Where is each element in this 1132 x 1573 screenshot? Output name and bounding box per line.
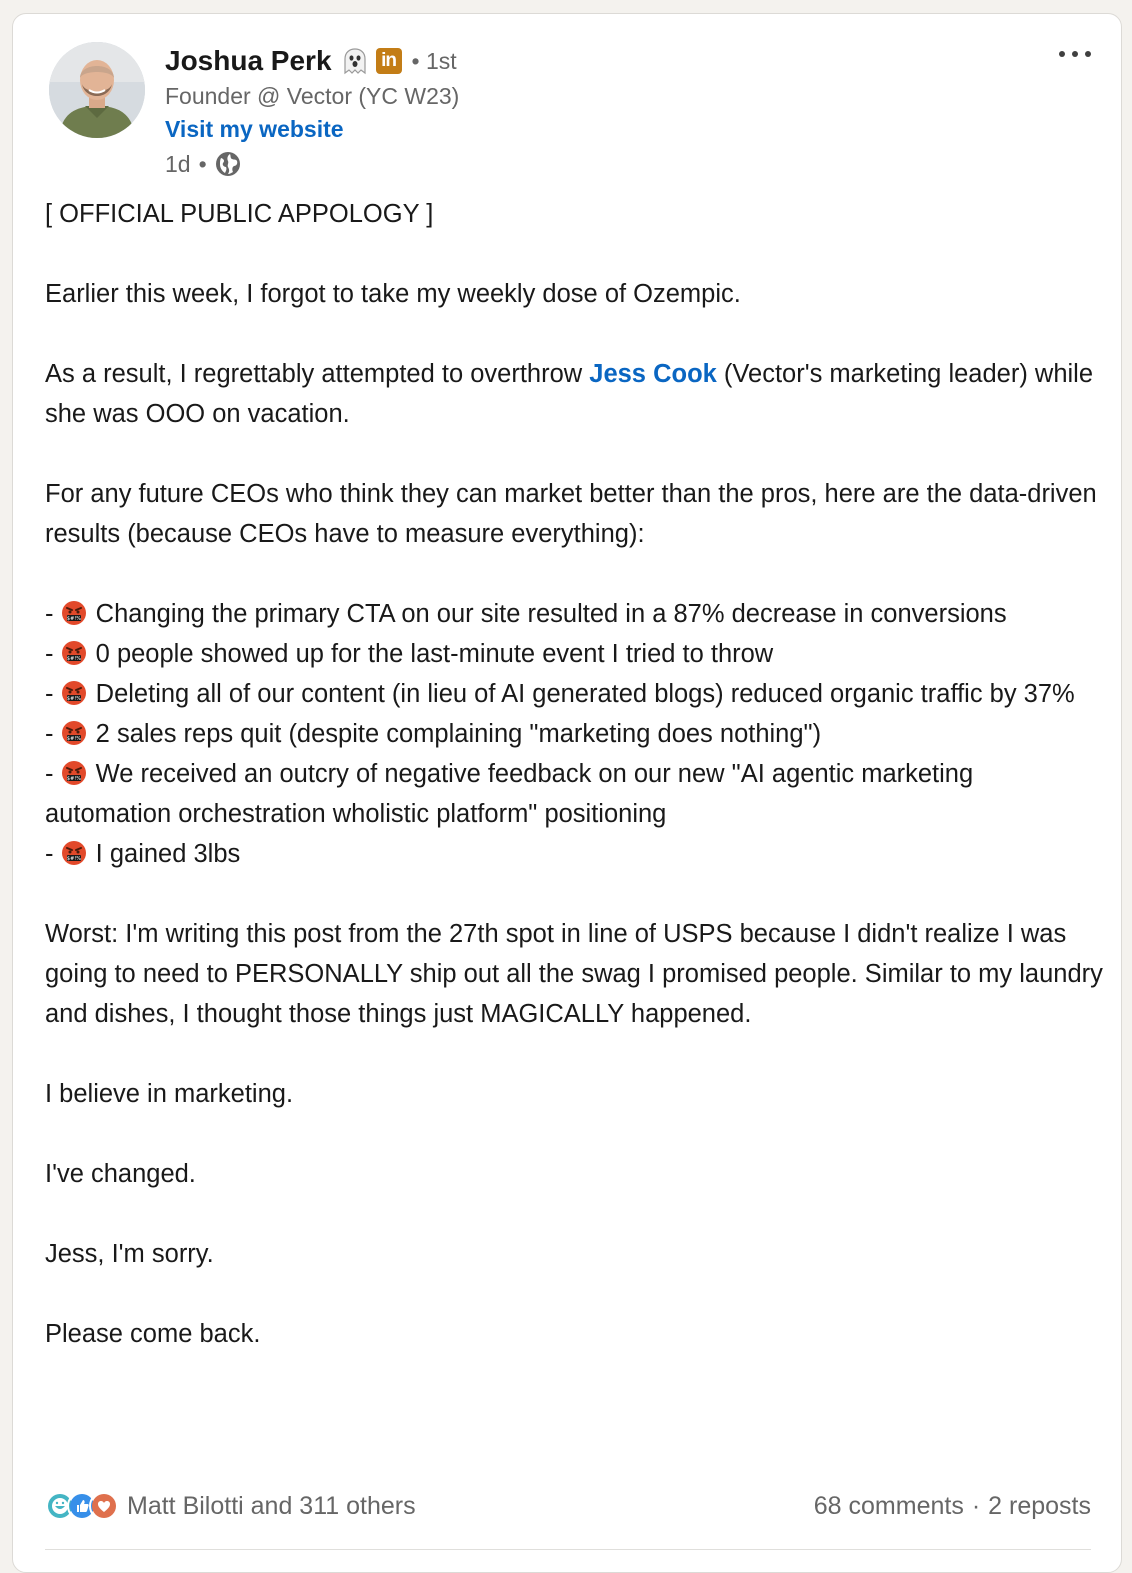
post-paragraph: Jess, I'm sorry. bbox=[45, 1240, 214, 1268]
globe-icon bbox=[215, 151, 241, 177]
counts-separator: · bbox=[971, 1491, 981, 1520]
reactions-label: Matt Bilotti and 311 others bbox=[127, 1491, 416, 1520]
bullet-text: We received an outcry of negative feedback on our new "AI agentic marketing automation orchestration wholistic platform" positioning bbox=[45, 760, 981, 828]
results-list-item bbox=[45, 714, 1105, 754]
social-counts bbox=[45, 1486, 1091, 1526]
connection-degree: • 1st bbox=[411, 47, 457, 74]
post-paragraph: Earlier this week, I forgot to take my weekly dose of Ozempic. bbox=[45, 280, 741, 308]
bullet-dash: - bbox=[45, 600, 61, 628]
post-paragraph bbox=[45, 354, 1105, 434]
results-list-item bbox=[45, 834, 1105, 874]
svg-text:$#!%: $#!% bbox=[66, 656, 81, 662]
avatar-photo bbox=[49, 42, 145, 138]
angry-face-with-symbols-icon bbox=[61, 758, 87, 784]
paragraph-text: (Vector's marketing leader) while she was OOO on vacation. bbox=[45, 360, 1101, 428]
linkedin-premium-icon: in bbox=[376, 48, 402, 74]
post-body bbox=[45, 194, 1110, 1354]
svg-text:$#!%: $#!% bbox=[66, 616, 81, 622]
post-paragraph: For any future CEOs who think they can market better than the pros, here are the data-driven results (because CEOs have to measure everything): bbox=[45, 480, 1104, 548]
results-list bbox=[45, 594, 1105, 874]
angry-face-with-symbols-icon bbox=[61, 838, 87, 864]
divider bbox=[45, 1549, 1091, 1550]
bullet-dash: - bbox=[45, 640, 61, 668]
results-list-item bbox=[45, 674, 1105, 714]
angry-face-with-symbols-icon bbox=[61, 638, 87, 664]
post-paragraph: I believe in marketing. bbox=[45, 1080, 294, 1108]
comments-count[interactable]: 68 comments bbox=[813, 1491, 964, 1520]
post-meta bbox=[165, 146, 1041, 182]
ellipsis-icon bbox=[1058, 50, 1092, 58]
svg-text:$#!%: $#!% bbox=[66, 856, 81, 862]
angry-face-with-symbols-icon bbox=[61, 678, 87, 704]
angry-face-with-symbols-icon bbox=[61, 598, 87, 624]
bullet-dash: - bbox=[45, 680, 61, 708]
reactions-summary[interactable] bbox=[45, 1491, 416, 1521]
meta-separator: • bbox=[198, 150, 207, 177]
bullet-text: 2 sales reps quit (despite complaining "marketing does nothing") bbox=[95, 720, 822, 748]
results-list-item bbox=[45, 594, 1105, 634]
results-list-item bbox=[45, 754, 1105, 834]
author-avatar[interactable] bbox=[49, 42, 145, 138]
visit-website-link[interactable]: Visit my website bbox=[165, 116, 344, 142]
svg-text:$#!%: $#!% bbox=[66, 776, 81, 782]
love-reaction-icon bbox=[89, 1491, 119, 1521]
post-timestamp[interactable]: 1d bbox=[165, 150, 191, 177]
author-headline: Founder @ Vector (YC W23) bbox=[165, 83, 460, 109]
bullet-dash: - bbox=[45, 840, 61, 868]
post-paragraph: I've changed. bbox=[45, 1160, 196, 1188]
engagement-counts bbox=[814, 1492, 1091, 1521]
svg-text:$#!%: $#!% bbox=[66, 736, 81, 742]
svg-text:$#!%: $#!% bbox=[66, 696, 81, 702]
angry-face-with-symbols-icon bbox=[61, 718, 87, 744]
bullet-text: Deleting all of our content (in lieu of AI generated blogs) reduced organic traffic by 37% bbox=[95, 680, 1075, 708]
bullet-dash: - bbox=[45, 760, 61, 788]
post-title: [ OFFICIAL PUBLIC APPOLOGY ] bbox=[45, 200, 434, 228]
more-options-button[interactable] bbox=[1053, 36, 1097, 72]
bullet-dash: - bbox=[45, 720, 61, 748]
bullet-text: 0 people showed up for the last-minute event I tried to throw bbox=[95, 640, 774, 668]
ghost-icon bbox=[342, 47, 368, 75]
reaction-icons bbox=[45, 1491, 119, 1521]
bullet-text: I gained 3lbs bbox=[95, 840, 241, 868]
author-info bbox=[165, 42, 1041, 182]
mention-jess-cook[interactable]: Jess Cook bbox=[589, 360, 717, 388]
post-paragraph: Worst: I'm writing this post from the 27th spot in line of USPS because I didn't realize I was going to need to PERSONALLY ship out all the swag I promised people. Similar to my laundry and dishes, I thought those things just MAGICALLY happened. bbox=[45, 920, 1110, 1028]
bullet-text: Changing the primary CTA on our site resulted in a 87% decrease in conversions bbox=[95, 600, 1007, 628]
author-name-row bbox=[165, 42, 1041, 80]
results-list-item bbox=[45, 634, 1105, 674]
author-name[interactable]: Joshua Perk bbox=[165, 45, 332, 76]
paragraph-text: As a result, I regrettably attempted to overthrow bbox=[45, 360, 590, 388]
post-paragraph: Please come back. bbox=[45, 1320, 261, 1348]
post-card bbox=[12, 13, 1122, 1573]
reposts-count[interactable]: 2 reposts bbox=[988, 1491, 1091, 1520]
